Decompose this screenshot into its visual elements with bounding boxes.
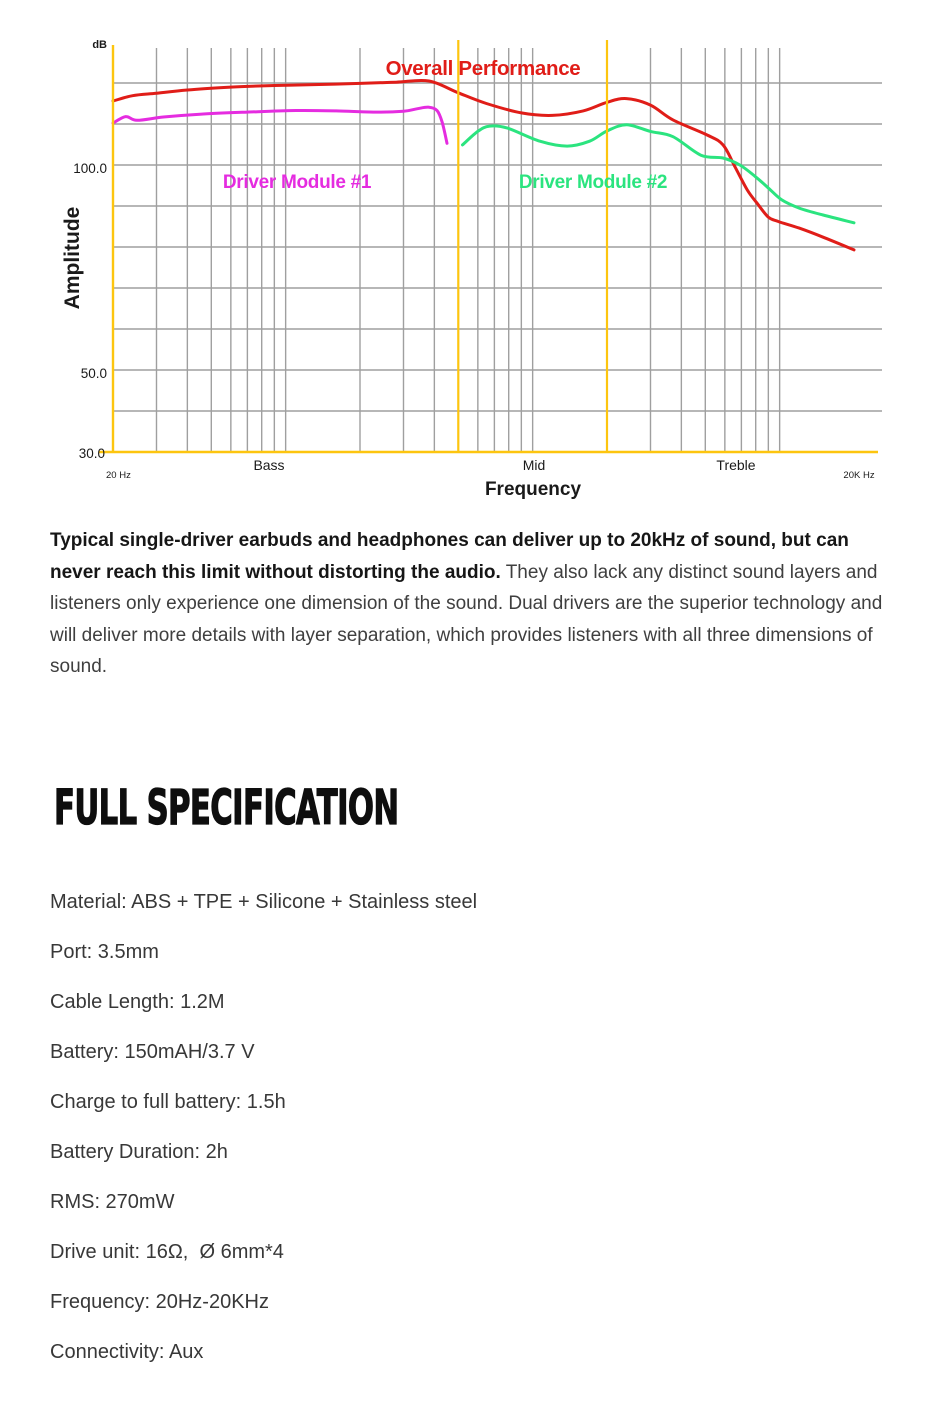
frequency-response-chart bbox=[0, 0, 950, 512]
spec-list bbox=[50, 877, 477, 1377]
spec-item: Cable Length: 1.2M bbox=[50, 991, 225, 1013]
section-title: FULL SPECIFICATION bbox=[54, 780, 399, 836]
spec-item: Battery: 150mAH/3.7 V bbox=[50, 1041, 255, 1063]
spec-item: Frequency: 20Hz-20KHz bbox=[50, 1291, 269, 1313]
description-bold-text: Typical single-driver earbuds and headphones can deliver up to 20kHz of sound, but can never reach this limit without distorting the audio. bbox=[50, 530, 849, 583]
series-label-driver-module-1: Driver Module #1 bbox=[222, 172, 372, 193]
spec-item: Drive unit: 16Ω, Ø 6mm*4 bbox=[50, 1241, 284, 1263]
spec-item: Connectivity: Aux bbox=[50, 1341, 204, 1363]
y-axis-title: Amplitude bbox=[61, 206, 84, 310]
spec-item: Port: 3.5mm bbox=[50, 941, 159, 963]
spec-item: Battery Duration: 2h bbox=[50, 1141, 228, 1163]
spec-item: Material: ABS + TPE + Silicone + Stainless steel bbox=[50, 891, 478, 913]
curve-driver-module-1 bbox=[113, 107, 447, 143]
series-label-overall-performance: Overall Performance bbox=[385, 57, 581, 80]
x-tick-20khz: 20K Hz bbox=[843, 470, 875, 481]
spec-item: RMS: 270mW bbox=[50, 1191, 175, 1213]
y-axis-unit-label: dB bbox=[92, 39, 107, 51]
y-tick-100: 100.0 bbox=[73, 161, 107, 176]
band-label-treble: Treble bbox=[716, 457, 756, 473]
y-tick-30: 30.0 bbox=[78, 446, 105, 461]
series-label-driver-module-2: Driver Module #2 bbox=[518, 172, 668, 193]
y-tick-50: 50.0 bbox=[80, 366, 107, 381]
x-axis-title: Frequency bbox=[484, 479, 582, 500]
description-regular-text: They also lack any distinct sound layers and listeners only experience one dimension of the sound. Dual drivers are the superior technology and will deliver more details with layer separation, which provides listeners with all three dimensions of sound. bbox=[50, 561, 883, 677]
band-label-mid: Mid bbox=[522, 457, 546, 473]
spec-item: Charge to full battery: 1.5h bbox=[50, 1091, 286, 1113]
x-tick-20hz: 20 Hz bbox=[106, 470, 131, 481]
description-paragraph bbox=[50, 525, 898, 683]
band-label-bass: Bass bbox=[253, 457, 285, 473]
chart-gridlines bbox=[113, 48, 882, 452]
